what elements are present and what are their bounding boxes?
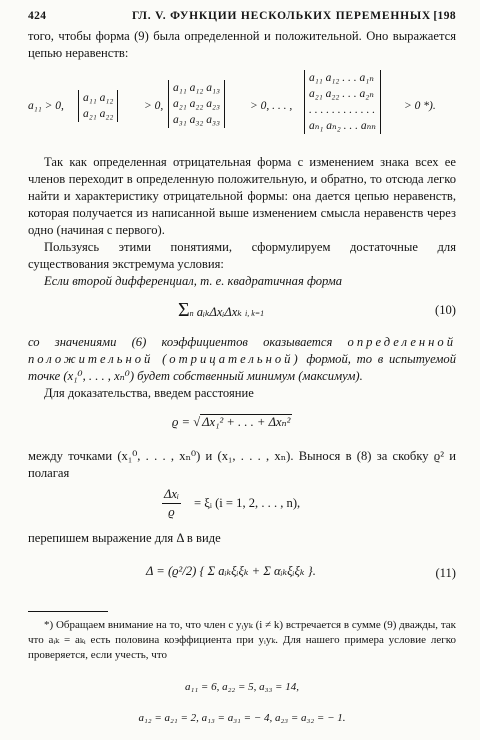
rho-expression: ϱ = √ Δx₁² + . . . + Δxₙ² — [172, 415, 291, 429]
xi-denominator: ϱ — [168, 505, 175, 519]
detn-row-dots: . . . . . . . . . . . . — [309, 104, 376, 116]
detn-row-n: aₙ₁ aₙ₂ . . . aₙₙ — [309, 120, 376, 132]
equation-10-formula — [178, 299, 265, 322]
distance-formula — [28, 412, 456, 438]
footnote-equation-2: a₁₂ = a₂₁ = 2, a₁₃ = a₃₁ = − 4, a₂₃ = a₃₂ = − 1. — [138, 712, 346, 724]
page-number: 424 — [28, 10, 47, 22]
det2-tail: > 0, — [144, 100, 164, 112]
determinant-3x3 — [168, 80, 225, 128]
determinant-2x2 — [78, 90, 118, 122]
a11-inequality: a₁₁ > 0, — [28, 100, 64, 112]
paragraph-3: Пользуясь этими понятиями, сформулируем достаточные для существования экстремума условия: — [28, 240, 456, 271]
det3-tail: > 0, . . . , — [250, 100, 293, 112]
detn-row-2: a₂₁ a₂₂ . . . a₂ₙ — [309, 88, 374, 100]
para5-end: формой, то в испытуемой точке (x₁⁰, . . . , xₙ⁰) будет собственный минимум (максимум). — [28, 352, 456, 383]
det3-row-1: a₁₁ a₁₂ a₁₃ — [173, 82, 220, 94]
paragraph-4 — [28, 273, 456, 290]
equation-10-number: (10) — [435, 303, 456, 317]
footnote: *) Обращаем внимание на то, что член с yᵢyₖ (i ≠ k) встречается в сумме (9) дважды, так что aᵢₖ = aₖᵢ есть половина коэффициента при yᵢyₖ. Для нашего примера условие легко проверяется, если учесть, что — [28, 619, 456, 661]
paragraph-7: между точками (x₁⁰, . . . , xₙ⁰) и (x₁, . . . , xₙ). Вынося в (8) за скобку ϱ² и полагая — [28, 449, 456, 480]
det3-row-3: a₃₁ a₃₂ a₃₃ — [173, 114, 220, 126]
det2-row-2: a₂₁ a₂₂ — [83, 108, 114, 120]
theorem-statement: Если второй дифференциал, т. е. квадратичная форма — [44, 274, 343, 288]
paragraph-1: того, чтобы форма (9) была определенной и положительной. Оно выражается цепью неравенств: — [28, 29, 456, 60]
rho-root: Δx₁² + . . . + Δxₙ² — [202, 415, 291, 429]
determinant-chain — [28, 68, 456, 146]
book-page — [28, 8, 456, 727]
chapter-title: ГЛ. V. ФУНКЦИИ НЕСКОЛЬКИХ ПЕРЕМЕННЫХ — [132, 10, 432, 22]
footnote-equation-1: a₁₁ = 6, a₂₂ = 5, a₃₃ = 14, — [185, 681, 299, 693]
det3-row-2: a₂₁ a₂₂ a₂₃ — [173, 98, 220, 110]
para5-start: со значениями (6) коэффициентов оказывается — [28, 335, 333, 349]
sum-lower-limit: i, k=1 — [244, 309, 265, 318]
detn-row-1: a₁₁ a₁₂ . . . a₁ₙ — [309, 72, 374, 84]
equation-11-formula: Δ = (ϱ²/2) { Σ aᵢₖξᵢξₖ + Σ αᵢₖξᵢξₖ }. — [146, 564, 316, 578]
det2-row-1: a₁₁ a₁₂ — [83, 92, 114, 104]
xi-definition-rest: = ξᵢ (i = 1, 2, . . . , n), — [194, 496, 301, 510]
rho-lhs: ϱ = — [172, 415, 194, 429]
equation-10-body: aᵢₖΔxᵢΔxₖ — [196, 305, 242, 319]
paragraph-2: Так как определенная отрицательная форма с изменением знака всех ее членов переходит в определенную положительную, и обратно, то отсюда легко найти и характеристику отрицательной формы: она дается цепью неравенств, которая получается из написанной выше изменением смысла неравенств через одно (начиная с первого). — [28, 155, 456, 237]
sum-sign: Σ — [178, 299, 190, 321]
sum-upper-limit: n — [189, 309, 194, 318]
paragraph-8: перепишем выражение для Δ в виде — [28, 531, 221, 545]
paragraph-5 — [28, 334, 456, 385]
xi-definition — [28, 486, 456, 522]
equation-11-number: (11) — [435, 566, 456, 580]
equation-10 — [28, 290, 456, 334]
equation-11 — [28, 551, 456, 599]
detn-tail: > 0 *). — [404, 100, 436, 112]
xi-numerator: Δxᵢ — [162, 486, 181, 504]
xi-fraction — [162, 486, 181, 521]
footnote-divider — [28, 611, 108, 612]
paragraph-6: Для доказательства, введем расстояние — [44, 386, 254, 400]
determinant-nxn — [304, 70, 381, 134]
running-header — [28, 8, 456, 28]
section-number: [198 — [433, 10, 456, 22]
para5-spaced: определенной положительной (отрицательной) — [28, 335, 456, 366]
